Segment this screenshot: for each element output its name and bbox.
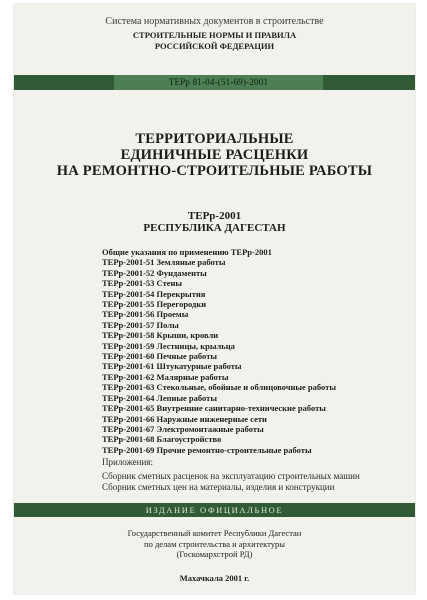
contents-item: ТЕРр-2001-63 Стекольные, обойные и облицовочные работы — [102, 382, 336, 393]
appendix-item: Сборник сметных цен на материалы, изделия и конструкции — [102, 482, 335, 492]
contents-item: ТЕРр-2001-61 Штукатурные работы — [102, 361, 242, 372]
appendix-block — [102, 457, 412, 493]
contents-item: ТЕРр-2001-67 Электромонтажные работы — [102, 423, 264, 434]
title-line-3: НА РЕМОНТНО-СТРОИТЕЛЬНЫЕ РАБОТЫ — [56, 163, 373, 179]
document-code: ТЕРр 81-04-(51-69)-2001 — [168, 77, 269, 87]
document-cover — [14, 4, 415, 594]
publisher-line-2: по делам строительства и архитектуры — [144, 538, 285, 549]
contents-item: ТЕРр-2001-57 Полы — [102, 319, 179, 330]
contents-item: ТЕРр-2001-59 Лестницы, крыльца — [102, 340, 235, 351]
contents-item: Общие указания по применению ТЕРр-2001 — [102, 247, 272, 257]
contents-item: ТЕРр-2001-54 Перекрытия — [102, 288, 206, 299]
document-code-box — [114, 75, 323, 90]
contents-item: ТЕРр-2001-69 Прочие ремонтно-строительные работы — [102, 444, 312, 455]
norms-heading — [14, 30, 415, 52]
edition-label: ИЗДАНИЕ ОФИЦИАЛЬНОЕ — [145, 505, 284, 515]
contents-item: ТЕРр-2001-53 Стены — [102, 278, 183, 289]
publisher-line-3: (Госкомархстрой РД) — [176, 549, 253, 560]
main-title — [14, 131, 415, 179]
contents-item: ТЕРр-2001-56 Проемы — [102, 309, 189, 320]
title-line-2: ЕДИНИЧНЫЕ РАСЦЕНКИ — [120, 147, 309, 163]
top-green-band — [14, 75, 415, 90]
contents-item: ТЕРр-2001-51 Земляные работы — [102, 257, 226, 268]
publication-city-year: Махачкала 2001 г. — [179, 573, 250, 583]
norms-line-2: РОССИЙСКОЙ ФЕДЕРАЦИИ — [154, 41, 275, 51]
contents-item: ТЕРр-2001-52 Фундаменты — [102, 267, 207, 278]
bottom-green-band — [14, 503, 415, 517]
contents-item: ТЕРр-2001-58 Крыши, кровли — [102, 330, 219, 341]
contents-item: ТЕРр-2001-62 Малярные работы — [102, 371, 229, 382]
appendix-title: Приложения: — [102, 457, 153, 467]
subtitle-line-2: РЕСПУБЛИКА ДАГЕСТАН — [143, 222, 286, 234]
contents-item: ТЕРр-2001-60 Печные работы — [102, 351, 218, 362]
subtitle-line-1: ТЕРр-2001 — [187, 210, 242, 222]
norms-line-1: СТРОИТЕЛЬНЫЕ НОРМЫ И ПРАВИЛА — [132, 30, 297, 40]
appendix-item: Сборник сметных расценок на эксплуатацию строительных машин — [102, 471, 360, 481]
contents-item: ТЕРр-2001-66 Наружные инженерные сети — [102, 413, 267, 424]
contents-list — [102, 247, 412, 455]
title-line-1: ТЕРРИТОРИАЛЬНЫЕ — [135, 131, 294, 147]
contents-item: ТЕРр-2001-65 Внутренние санитарно-технические работы — [102, 403, 326, 414]
publisher-block — [14, 528, 415, 560]
publisher-line-1: Государственный комитет Республики Дагестан — [127, 528, 302, 538]
subtitle — [14, 210, 415, 234]
contents-item: ТЕРр-2001-68 Благоустройство — [102, 434, 222, 445]
system-line: Система нормативных документов в строительстве — [105, 16, 324, 27]
contents-item: ТЕРр-2001-55 Перегородки — [102, 299, 207, 310]
contents-item: ТЕРр-2001-64 Лепные работы — [102, 392, 217, 403]
